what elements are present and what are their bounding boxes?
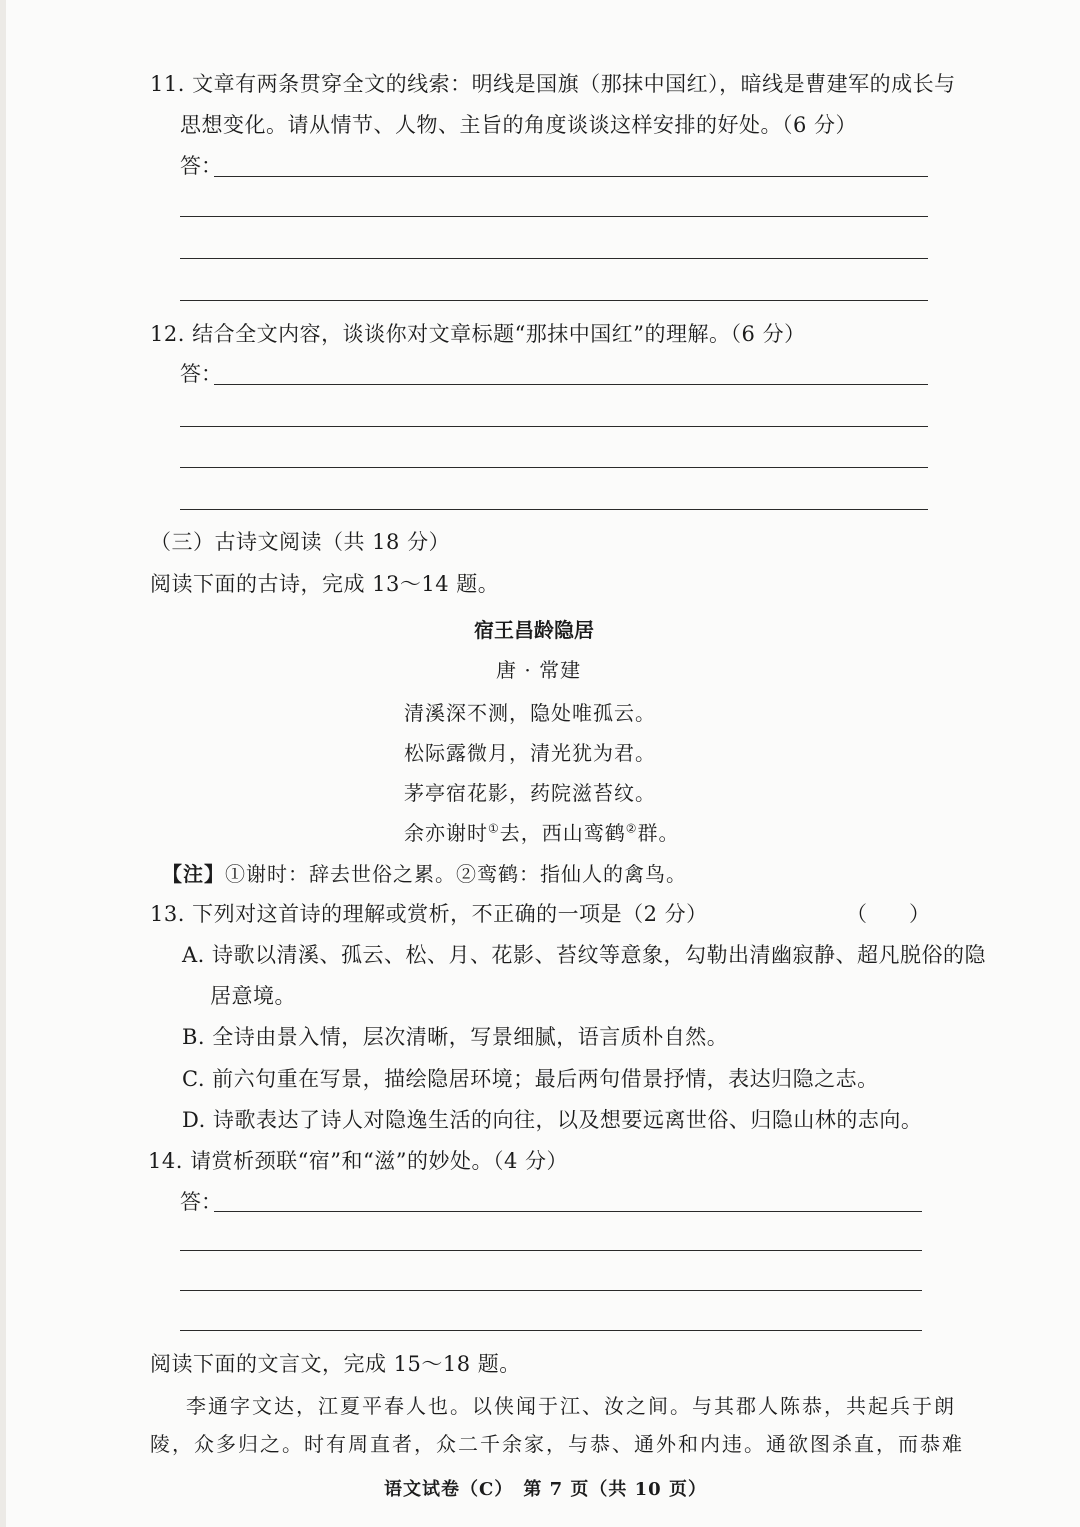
poem-line-4-part1: 余亦谢时 (404, 821, 488, 845)
poem-author: 唐 · 常建 (496, 658, 582, 682)
page-footer: 语文试卷（C） 第 7 页（共 10 页） (384, 1479, 707, 1500)
note-label: 【注】 (162, 862, 225, 886)
poem-line-4-part2: 去，西山鸾鹤 (499, 821, 626, 845)
q11-answer-line[interactable] (180, 216, 928, 217)
classical-text-line2: 陵，众多归之。时有周直者，众二千余家，与恭、通外和内违。通欲图杀直，而恭难 (150, 1432, 964, 1456)
q11-answer-line[interactable] (214, 176, 928, 177)
classical-intro: 阅读下面的文言文，完成 15～18 题。 (150, 1352, 521, 1376)
footnote-ref-2: ② (625, 821, 638, 836)
q11-stem-line1: 11. 文章有两条贯穿全文的线索：明线是国旗（那抹中国红），暗线是曹建军的成长与 (150, 72, 956, 96)
section3-heading: （三）古诗文阅读（共 18 分） (150, 530, 451, 554)
q13-option-a-line1: A. 诗歌以清溪、孤云、松、月、花影、苔纹等意象，勾勒出清幽寂静、超凡脱俗的隐 (182, 943, 987, 967)
q14-answer-label: 答： (180, 1190, 222, 1214)
classical-text-line1: 李通字文达，江夏平春人也。以侠闻于江、汝之间。与其郡人陈恭，共起兵于朗 (186, 1394, 956, 1418)
q11-stem-line2: 思想变化。请从情节、人物、主旨的角度谈谈这样安排的好处。（6 分） (180, 113, 858, 137)
q12-stem: 12. 结合全文内容，谈谈你对文章标题“那抹中国红”的理解。（6 分） (150, 322, 806, 346)
poem-line-2: 松际露微月，清光犹为君。 (404, 741, 656, 765)
q14-stem: 14. 请赏析颈联“宿”和“滋”的妙处。（4 分） (148, 1149, 569, 1173)
q12-answer-line[interactable] (180, 467, 928, 468)
q13-stem: 13. 下列对这首诗的理解或赏析，不正确的一项是（2 分） (150, 902, 708, 926)
q12-answer-label: 答： (180, 362, 222, 386)
note-text: ①谢时：辞去世俗之累。②鸾鹤：指仙人的禽鸟。 (225, 862, 687, 886)
scan-margin (0, 0, 6, 1527)
footnote-ref-1: ① (488, 821, 500, 836)
poem-line-1: 清溪深不测，隐处唯孤云。 (404, 701, 656, 725)
q14-answer-line[interactable] (180, 1330, 922, 1331)
q14-answer-line[interactable] (180, 1250, 922, 1251)
q13-option-a-line2: 居意境。 (210, 984, 296, 1008)
q12-answer-line[interactable] (180, 426, 928, 427)
poem-title: 宿王昌龄隐居 (474, 618, 594, 642)
q14-answer-line[interactable] (214, 1211, 922, 1212)
poem-line-4 (404, 817, 680, 846)
poem-line-4-part3: 群。 (637, 821, 680, 845)
poem-note (162, 858, 687, 887)
q13-option-c: C. 前六句重在写景，描绘隐居环境；最后两句借景抒情，表达归隐之志。 (182, 1067, 879, 1091)
q12-answer-line[interactable] (180, 509, 928, 510)
q11-answer-label: 答： (180, 154, 222, 178)
q14-answer-line[interactable] (180, 1290, 922, 1291)
q11-answer-line[interactable] (180, 258, 928, 259)
q13-answer-bracket[interactable]: （ ） (846, 902, 930, 926)
q13-option-d: D. 诗歌表达了诗人对隐逸生活的向往，以及想要远离世俗、归隐山林的志向。 (182, 1108, 923, 1132)
q11-answer-line[interactable] (180, 300, 928, 301)
section3-intro: 阅读下面的古诗，完成 13～14 题。 (150, 572, 500, 596)
q13-option-b: B. 全诗由景入情，层次清晰，写景细腻，语言质朴自然。 (182, 1025, 729, 1049)
q12-answer-line[interactable] (214, 384, 928, 385)
poem-line-3: 茅亭宿花影，药院滋苔纹。 (404, 781, 656, 805)
